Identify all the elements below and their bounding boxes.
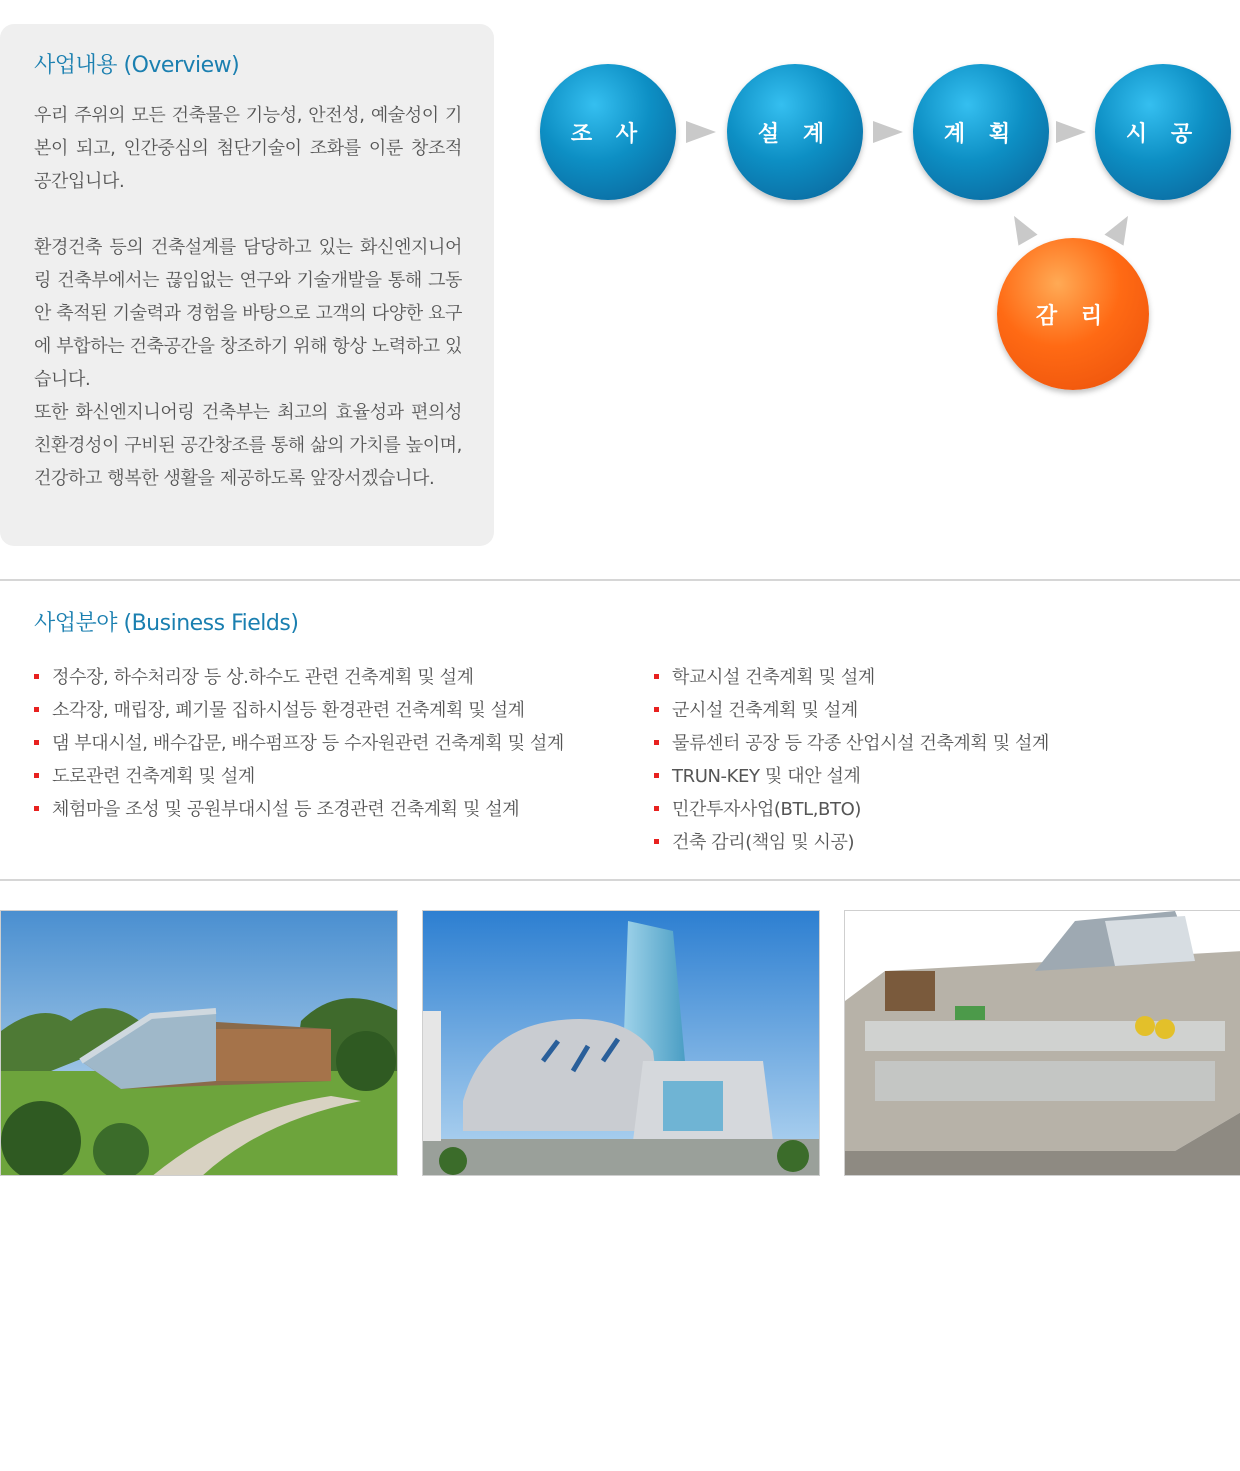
- bullet-icon: [654, 806, 659, 811]
- arrow-right-icon: [873, 121, 903, 143]
- step-design: 설 계: [727, 64, 863, 200]
- bullet-icon: [654, 740, 659, 745]
- arrow-right-icon: [686, 121, 716, 143]
- step-supervision: 감 리: [997, 238, 1149, 390]
- step-planning: 계 획: [913, 64, 1049, 200]
- project-photos: [0, 910, 1240, 1176]
- overview-paragraph-3: 또한 화신엔지니어링 건축부는 최고의 효율성과 편의성 친환경성이 구비된 공간창조를 통해 삶의 가치를 높이며, 건강하고 행복한 생활을 제공하도록 앞장서겠습니다.: [34, 402, 462, 489]
- business-fields-right-list: [654, 661, 1049, 859]
- list-item: 군시설 건축계획 및 설계: [654, 694, 1049, 727]
- list-item: 소각장, 매립장, 폐기물 집하시설등 환경관련 건축계획 및 설계: [34, 694, 654, 727]
- list-item: 건축 감리(책임 및 시공): [654, 826, 1049, 859]
- business-fields-section: [34, 606, 1234, 859]
- arrow-up-icon: [1004, 210, 1037, 245]
- overview-paragraph-1: 우리 주위의 모든 건축물은 기능성, 안전성, 예술성이 기본이 되고, 인간중심의 첨단기술이 조화를 이룬 창조적 공간입니다.: [34, 105, 462, 192]
- bullet-icon: [34, 707, 39, 712]
- bullet-icon: [34, 773, 39, 778]
- business-fields-left-list: [34, 661, 654, 859]
- bullet-icon: [654, 839, 659, 844]
- section-divider: [0, 879, 1240, 881]
- tower-building-image: [422, 910, 820, 1176]
- section-divider: [0, 579, 1240, 581]
- overview-section: [0, 24, 494, 546]
- bullet-icon: [34, 806, 39, 811]
- arrow-right-icon: [1056, 121, 1086, 143]
- step-survey: 조 사: [540, 64, 676, 200]
- overview-paragraph-2: 환경건축 등의 건축설계를 담당하고 있는 화신엔지니어링 건축부에서는 끊임없는 연구와 기술개발을 통해 그동안 축적된 기술력과 경험을 바탕으로 고객의 다양한 요구에 부합하는 건축공간을 창조하기 위해 항상 노력하고 있습니다.: [34, 237, 462, 390]
- park-building-image: [0, 910, 398, 1176]
- list-item: 도로관련 건축계획 및 설계: [34, 760, 654, 793]
- process-diagram: [530, 56, 1240, 406]
- treatment-plant-image: [844, 910, 1240, 1176]
- list-item: 정수장, 하수처리장 등 상.하수도 관련 건축계획 및 설계: [34, 661, 654, 694]
- arrow-up-icon: [1104, 210, 1137, 245]
- list-item: 물류센터 공장 등 각종 산업시설 건축계획 및 설계: [654, 727, 1049, 760]
- list-item: TRUN-KEY 및 대안 설계: [654, 760, 1049, 793]
- bullet-icon: [654, 674, 659, 679]
- step-construction: 시 공: [1095, 64, 1231, 200]
- list-item: 댐 부대시설, 배수갑문, 배수펌프장 등 수자원관련 건축계획 및 설계: [34, 727, 654, 760]
- bullet-icon: [654, 773, 659, 778]
- list-item: 민간투자사업(BTL,BTO): [654, 793, 1049, 826]
- business-fields-title: 사업분야 (Business Fields): [34, 611, 299, 636]
- list-item: 체험마을 조성 및 공원부대시설 등 조경관련 건축계획 및 설계: [34, 793, 654, 826]
- list-item: 학교시설 건축계획 및 설계: [654, 661, 1049, 694]
- bullet-icon: [34, 674, 39, 679]
- bullet-icon: [34, 740, 39, 745]
- overview-title: 사업내용 (Overview): [34, 53, 240, 78]
- bullet-icon: [654, 707, 659, 712]
